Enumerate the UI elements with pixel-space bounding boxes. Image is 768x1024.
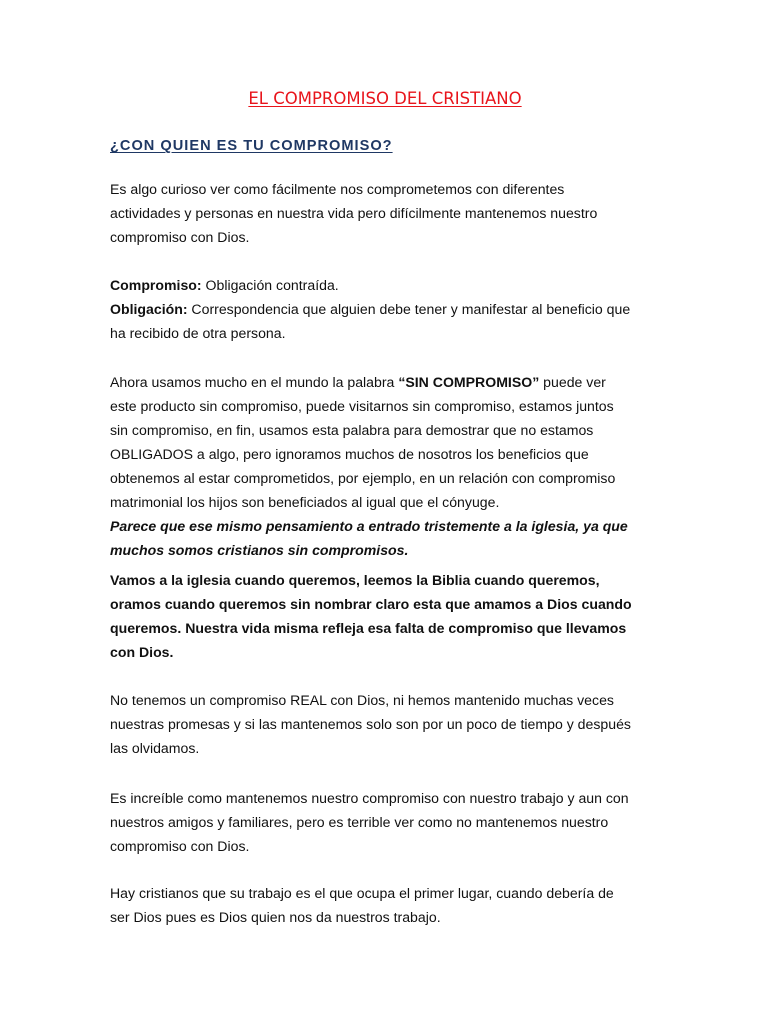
paragraph-definitions [110,273,670,345]
definition-text: Correspondencia que alguien debe tener y manifestar al beneficio que [187,301,631,317]
paragraph-line: obtenemos al estar comprometidos, por ejemplo, en un relación con compromiso [110,470,616,486]
paragraph-line: muchos somos cristianos sin compromisos. [110,542,409,558]
paragraph-line: nuestros amigos y familiares, pero es terrible ver como no mantenemos nuestro [110,814,609,830]
document-title: EL COMPROMISO DEL CRISTIANO [248,89,522,108]
definition-term: Obligación: [110,301,188,317]
paragraph-line: queremos. Nuestra vida misma refleja esa falta de compromiso que llevamos [110,620,627,636]
paragraph-line: Vamos a la iglesia cuando queremos, leemos la Biblia cuando queremos, [110,572,600,588]
text-run: puede ver [539,374,606,390]
paragraph-real [110,688,670,760]
paragraph-line: oramos cuando queremos sin nombrar claro esta que amamos a Dios cuando [110,596,632,612]
paragraph-line: OBLIGADOS a algo, pero ignoramos muchos de nosotros los beneficios que [110,446,589,462]
paragraph-line: sin compromiso, en fin, usamos esta palabra para demostrar que no estamos [110,422,594,438]
paragraph-emphasis [110,514,670,562]
emphasis-sin-compromiso: “SIN COMPROMISO” [398,374,540,390]
paragraph-line: compromiso con Dios. [110,229,250,245]
paragraph-line: Parece que ese mismo pensamiento a entrado tristemente a la iglesia, ya que [110,518,628,534]
definition-text: Obligación contraída. [201,277,339,293]
paragraph-bold [110,568,670,664]
definition-term: Compromiso: [110,277,202,293]
definition-compromiso [110,273,670,297]
definition-continuation: ha recibido de otra persona. [110,325,286,341]
paragraph-line: Hay cristianos que su trabajo es el que ocupa el primer lugar, cuando debería de [110,885,614,901]
paragraph-line: con Dios. [110,644,174,660]
paragraph-trabajo [110,786,670,858]
paragraph-line [110,370,670,394]
paragraph-primer-lugar [110,881,670,929]
paragraph-line: Es algo curioso ver como fácilmente nos comprometemos con diferentes [110,181,565,197]
paragraph-line: nuestras promesas y si las mantenemos solo son por un poco de tiempo y después [110,716,631,732]
section-heading: ¿CON QUIEN ES TU COMPROMISO? [110,138,393,154]
paragraph-line: actividades y personas en nuestra vida pero difícilmente mantenemos nuestro [110,205,598,221]
paragraph-line: matrimonial los hijos son beneficiados al igual que el cónyuge. [110,494,500,510]
paragraph-sin-compromiso [110,370,670,514]
paragraph-line: Es increíble como mantenemos nuestro compromiso con nuestro trabajo y aun con [110,790,629,806]
definition-obligacion [110,297,670,321]
paragraph-line: este producto sin compromiso, puede visitarnos sin compromiso, estamos juntos [110,398,614,414]
text-run: Ahora usamos mucho en el mundo la palabra [110,374,399,390]
paragraph-line: las olvidamos. [110,740,200,756]
paragraph-line: ser Dios pues es Dios quien nos da nuestros trabajo. [110,909,441,925]
paragraph-intro [110,177,670,249]
paragraph-line: No tenemos un compromiso REAL con Dios, ni hemos mantenido muchas veces [110,692,614,708]
paragraph-line: compromiso con Dios. [110,838,250,854]
